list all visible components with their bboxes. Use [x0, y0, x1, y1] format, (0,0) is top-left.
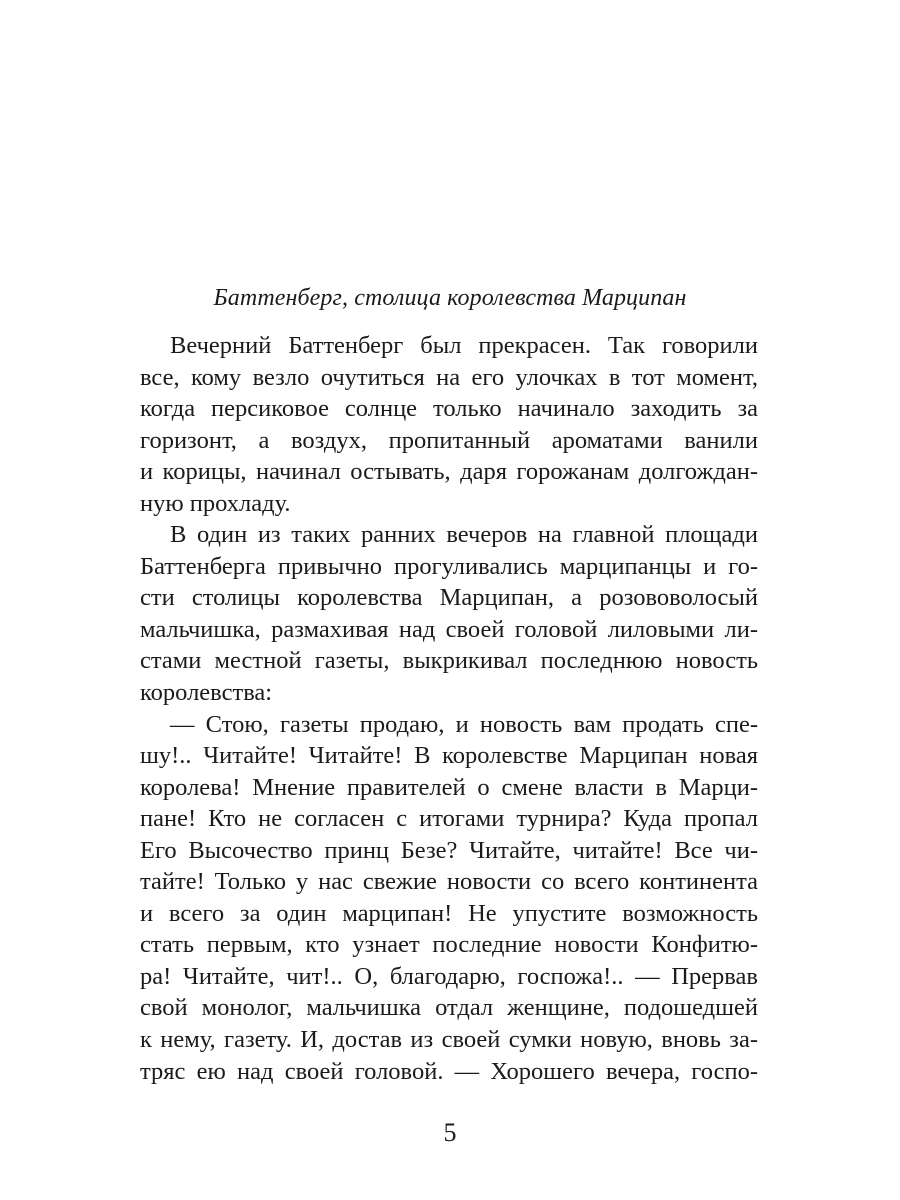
body-text: [140, 330, 758, 1087]
paragraph: [140, 519, 758, 708]
text-line: и всего за один марципан! Не упустите возможность: [140, 899, 758, 927]
text-line: все, кому везло очутиться на его улочках в тот момент,: [140, 363, 758, 391]
text-line: пане! Кто не согласен с итогами турнира? Куда пропал: [140, 805, 758, 833]
text-line: шу!.. Читайте! Читайте! В королевстве Марципан новая: [140, 742, 758, 770]
section-heading: Баттенберг, столица королевства Марципан: [213, 285, 687, 311]
text-line: королева! Мнение правителей о смене власти в Марци-: [140, 773, 758, 801]
text-line: Его Высочество принц Безе? Читайте, читайте! Все чи-: [140, 836, 758, 864]
text-line: Вечерний Баттенберг был прекрасен. Так говорили: [170, 332, 758, 359]
text-line: Баттенберга привычно прогуливались марципанцы и го-: [140, 552, 758, 580]
text-line: когда персиковое солнце только начинало заходить за: [140, 395, 758, 423]
page-number: 5: [443, 1118, 457, 1147]
text-line: — Стою, газеты продаю, и новость вам продать спе-: [170, 710, 758, 738]
text-line: и корицы, начинал остывать, даря горожанам долгождан-: [140, 458, 758, 486]
text-line: тряс ею над своей головой. — Хорошего вечера, госпо-: [140, 1057, 758, 1085]
text-line: ра! Читайте, чит!.. О, благодарю, госпожа!.. — Прервав: [140, 962, 758, 990]
text-line: свой монолог, мальчишка отдал женщине, подошедшей: [140, 994, 758, 1022]
text-line: к нему, газету. И, достав из своей сумки новую, вновь за-: [140, 1026, 758, 1054]
text-line: мальчишка, размахивая над своей головой лиловыми ли-: [140, 615, 758, 643]
paragraph: [140, 330, 758, 519]
text-line: тайте! Только у нас свежие новости со всего континента: [140, 868, 758, 896]
text-line: стать первым, кто узнает последние новости Конфитю-: [140, 931, 758, 959]
text-line: королевства:: [140, 679, 273, 707]
paragraph: [140, 709, 758, 1088]
text-line: В один из таких ранних вечеров на главной площади: [170, 521, 758, 549]
text-line: сти столицы королевства Марципан, а розововолосый: [140, 584, 758, 612]
text-line: стами местной газеты, выкрикивал последнюю новость: [140, 647, 758, 675]
text-line: ную прохладу.: [140, 489, 291, 517]
text-line: горизонт, а воздух, пропитанный ароматами ванили: [140, 426, 758, 454]
